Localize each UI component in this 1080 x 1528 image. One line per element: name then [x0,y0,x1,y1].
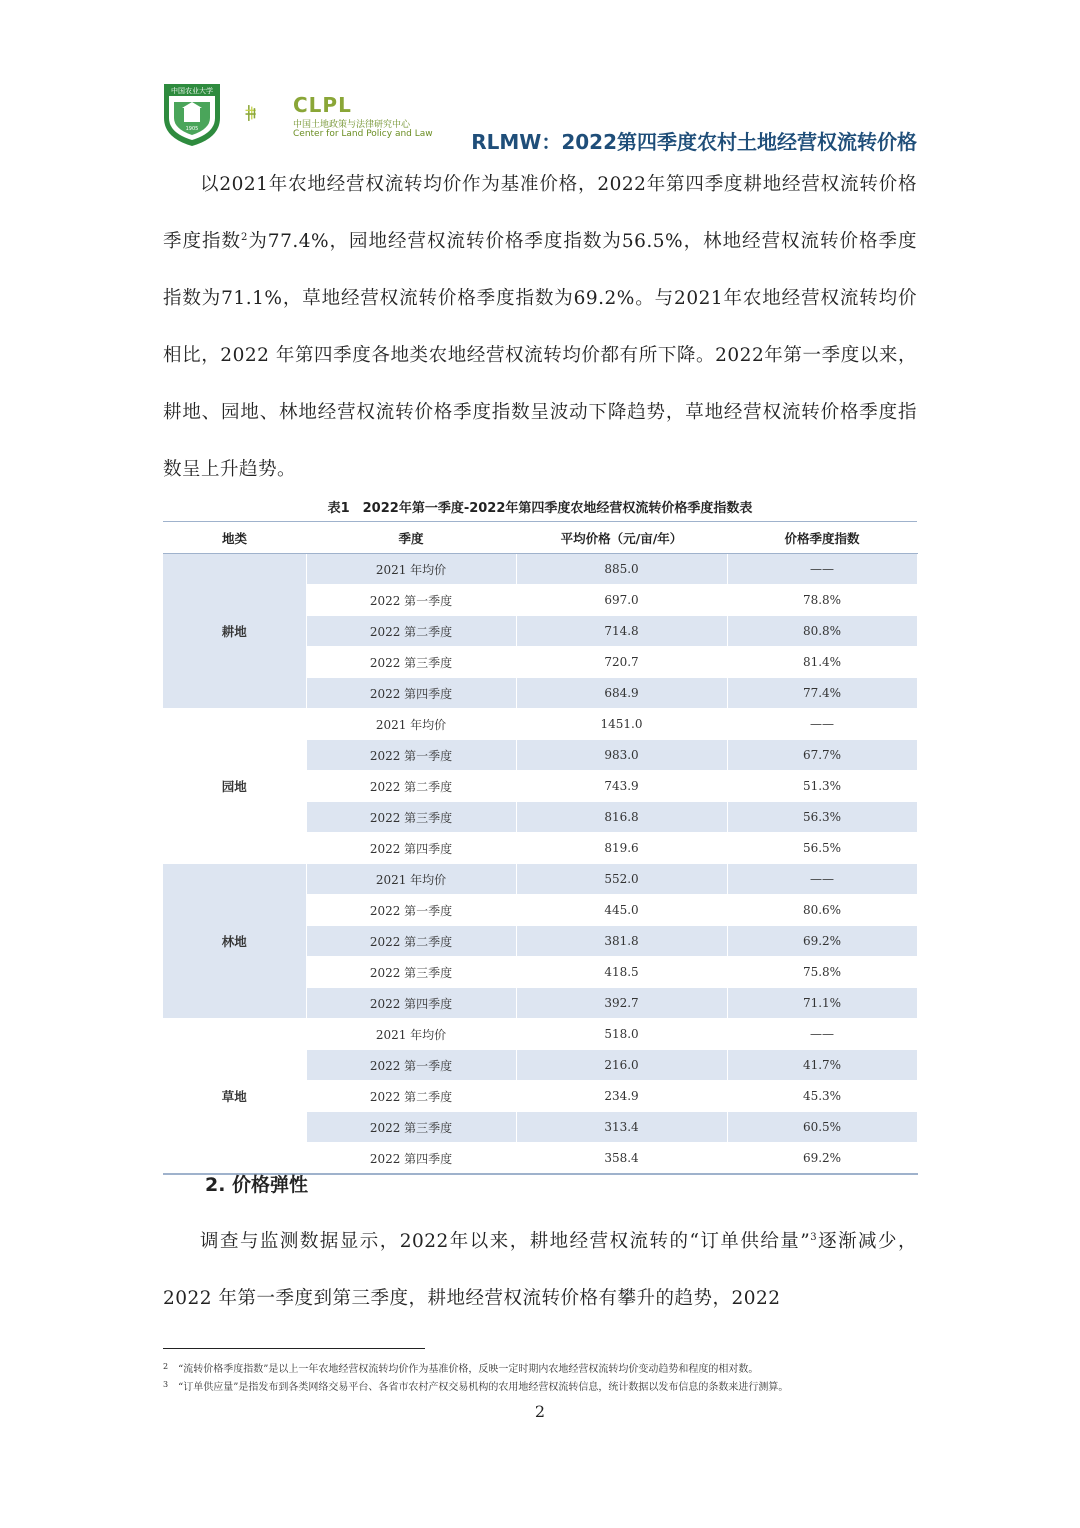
index-cell: 41.7% [727,1050,917,1081]
university-seal-logo [160,80,224,148]
index-cell: 69.2% [727,926,917,957]
quarter-cell: 2022 第一季度 [306,895,516,926]
category-cell-grassland: 草地 [163,1019,306,1175]
table-header-row [163,522,917,554]
quarter-cell: 2022 第一季度 [306,1050,516,1081]
quarter-cell: 2022 第二季度 [306,616,516,647]
quarter-cell: 2022 第四季度 [306,988,516,1019]
index-cell: 56.5% [727,833,917,864]
footnote-text: “订单供应量”是指发布到各类网络交易平台、各省市农村产权交易机构的农用地经营权流转信息，统计数据以发布信息的条数来进行测算。 [178,1382,789,1393]
quarter-cell: 2022 第三季度 [306,957,516,988]
index-cell: 69.2% [727,1143,917,1175]
quarter-cell: 2022 第四季度 [306,1143,516,1175]
table-row [163,709,917,740]
index-cell: 75.8% [727,957,917,988]
quarter-cell: 2021 年均价 [306,1019,516,1050]
index-cell: —— [727,709,917,740]
price-cell: 313.4 [516,1112,727,1143]
index-cell: 67.7% [727,740,917,771]
index-cell: 71.1% [727,988,917,1019]
intro-paragraph [163,156,917,498]
document-title: RLMW：2022第四季度农村土地经营权流转价格 [471,130,917,154]
intro-text-a: 以2021年农地经营权流转均价作为基准价格，2022年第四季度耕地经营权流转价格季度指数 [163,174,917,252]
price-cell: 1451.0 [516,709,727,740]
index-cell: 60.5% [727,1112,917,1143]
quarter-cell: 2021 年均价 [306,709,516,740]
index-cell: 80.8% [727,616,917,647]
category-cell-farmland: 耕地 [163,554,306,709]
price-cell: 720.7 [516,647,727,678]
section-heading: 2. 价格弹性 [205,1174,309,1196]
category-cell-orchard: 园地 [163,709,306,864]
index-cell: —— [727,864,917,895]
quarter-cell: 2022 第四季度 [306,833,516,864]
clpl-title: CLPL [293,93,352,117]
quarter-cell: 2022 第三季度 [306,647,516,678]
price-cell: 983.0 [516,740,727,771]
footnote-3 [163,1378,788,1393]
header-category: 地类 [163,522,306,554]
intro-text-b: 为77.4%，园地经营权流转价格季度指数为56.5%，林地经营权流转价格季度指数为71.1%，草地经营权流转价格季度指数为69.2%。与2021年农地经营权流转均价相比，2022 年第四季度各地类农地经营权流转均价都有所下降。2022年第一季度以来，耕地、园地、林地经营权流转价格季度指数呈波动下降趋势，草地经营权流转价格季度指数呈上升趋势。 [163,231,917,480]
quarter-cell: 2021 年均价 [306,864,516,895]
price-cell: 552.0 [516,864,727,895]
table-row [163,1019,917,1050]
header-average-price: 平均价格（元/亩/年） [516,522,727,554]
price-cell: 714.8 [516,616,727,647]
footnote-ref-2[interactable]: 2 [240,232,248,243]
quarter-cell: 2022 第三季度 [306,802,516,833]
quarter-cell: 2021 年均价 [306,554,516,585]
category-cell-forest: 林地 [163,864,306,1019]
clpl-chinese-name: 中国土地政策与法律研究中心 [293,120,411,130]
footnote-number: 2 [163,1362,169,1371]
quarter-cell: 2022 第四季度 [306,678,516,709]
index-cell: —— [727,1019,917,1050]
table-row [163,554,917,585]
price-cell: 216.0 [516,1050,727,1081]
page-number: 2 [534,1402,546,1421]
quarter-cell: 2022 第二季度 [306,771,516,802]
table-row [163,864,917,895]
price-index-table [163,521,918,1175]
footnote-number: 3 [163,1380,169,1389]
clpl-english-name: Center for Land Policy and Law [293,129,433,139]
footnote-text: “流转价格季度指数”是以上一年农地经营权流转均价作为基准价格，反映一定时期内农地经营权流转均价变动趋势和程度的相对数。 [178,1364,759,1375]
quarter-cell: 2022 第一季度 [306,585,516,616]
header-quarter: 季度 [306,522,516,554]
price-cell: 684.9 [516,678,727,709]
price-cell: 697.0 [516,585,727,616]
price-cell: 234.9 [516,1081,727,1112]
quarter-cell: 2022 第二季度 [306,1081,516,1112]
university-logo-year: 1905 [185,126,199,132]
price-cell: 885.0 [516,554,727,585]
price-cell: 819.6 [516,833,727,864]
clpl-logo-mark [245,80,291,146]
index-cell: 45.3% [727,1081,917,1112]
section-paragraph [163,1213,917,1327]
index-cell: 80.6% [727,895,917,926]
section-text-a: 调查与监测数据显示，2022年以来，耕地经营权流转的“订单供给量” [200,1231,811,1252]
section-text-b: 逐渐减少，2022 年第一季度到第三季度，耕地经营权流转价格有攀升的趋势，2022 [163,1231,917,1309]
index-cell: 78.8% [727,585,917,616]
footnote-2 [163,1360,758,1375]
table-caption: 表1 2022年第一季度-2022年第四季度农地经营权流转价格季度指数表 [327,501,753,516]
index-cell: 77.4% [727,678,917,709]
price-cell: 743.9 [516,771,727,802]
price-cell: 392.7 [516,988,727,1019]
footnote-divider [163,1348,425,1349]
header-price-index: 价格季度指数 [727,522,917,554]
quarter-cell: 2022 第一季度 [306,740,516,771]
index-cell: 56.3% [727,802,917,833]
price-cell: 381.8 [516,926,727,957]
price-cell: 445.0 [516,895,727,926]
index-cell: 81.4% [727,647,917,678]
university-logo-text: 中国农业大学 [171,87,213,95]
index-cell: —— [727,554,917,585]
index-cell: 51.3% [727,771,917,802]
price-cell: 358.4 [516,1143,727,1175]
footnote-ref-3[interactable]: 3 [810,1232,818,1243]
price-cell: 816.8 [516,802,727,833]
quarter-cell: 2022 第三季度 [306,1112,516,1143]
price-cell: 518.0 [516,1019,727,1050]
price-cell: 418.5 [516,957,727,988]
quarter-cell: 2022 第二季度 [306,926,516,957]
